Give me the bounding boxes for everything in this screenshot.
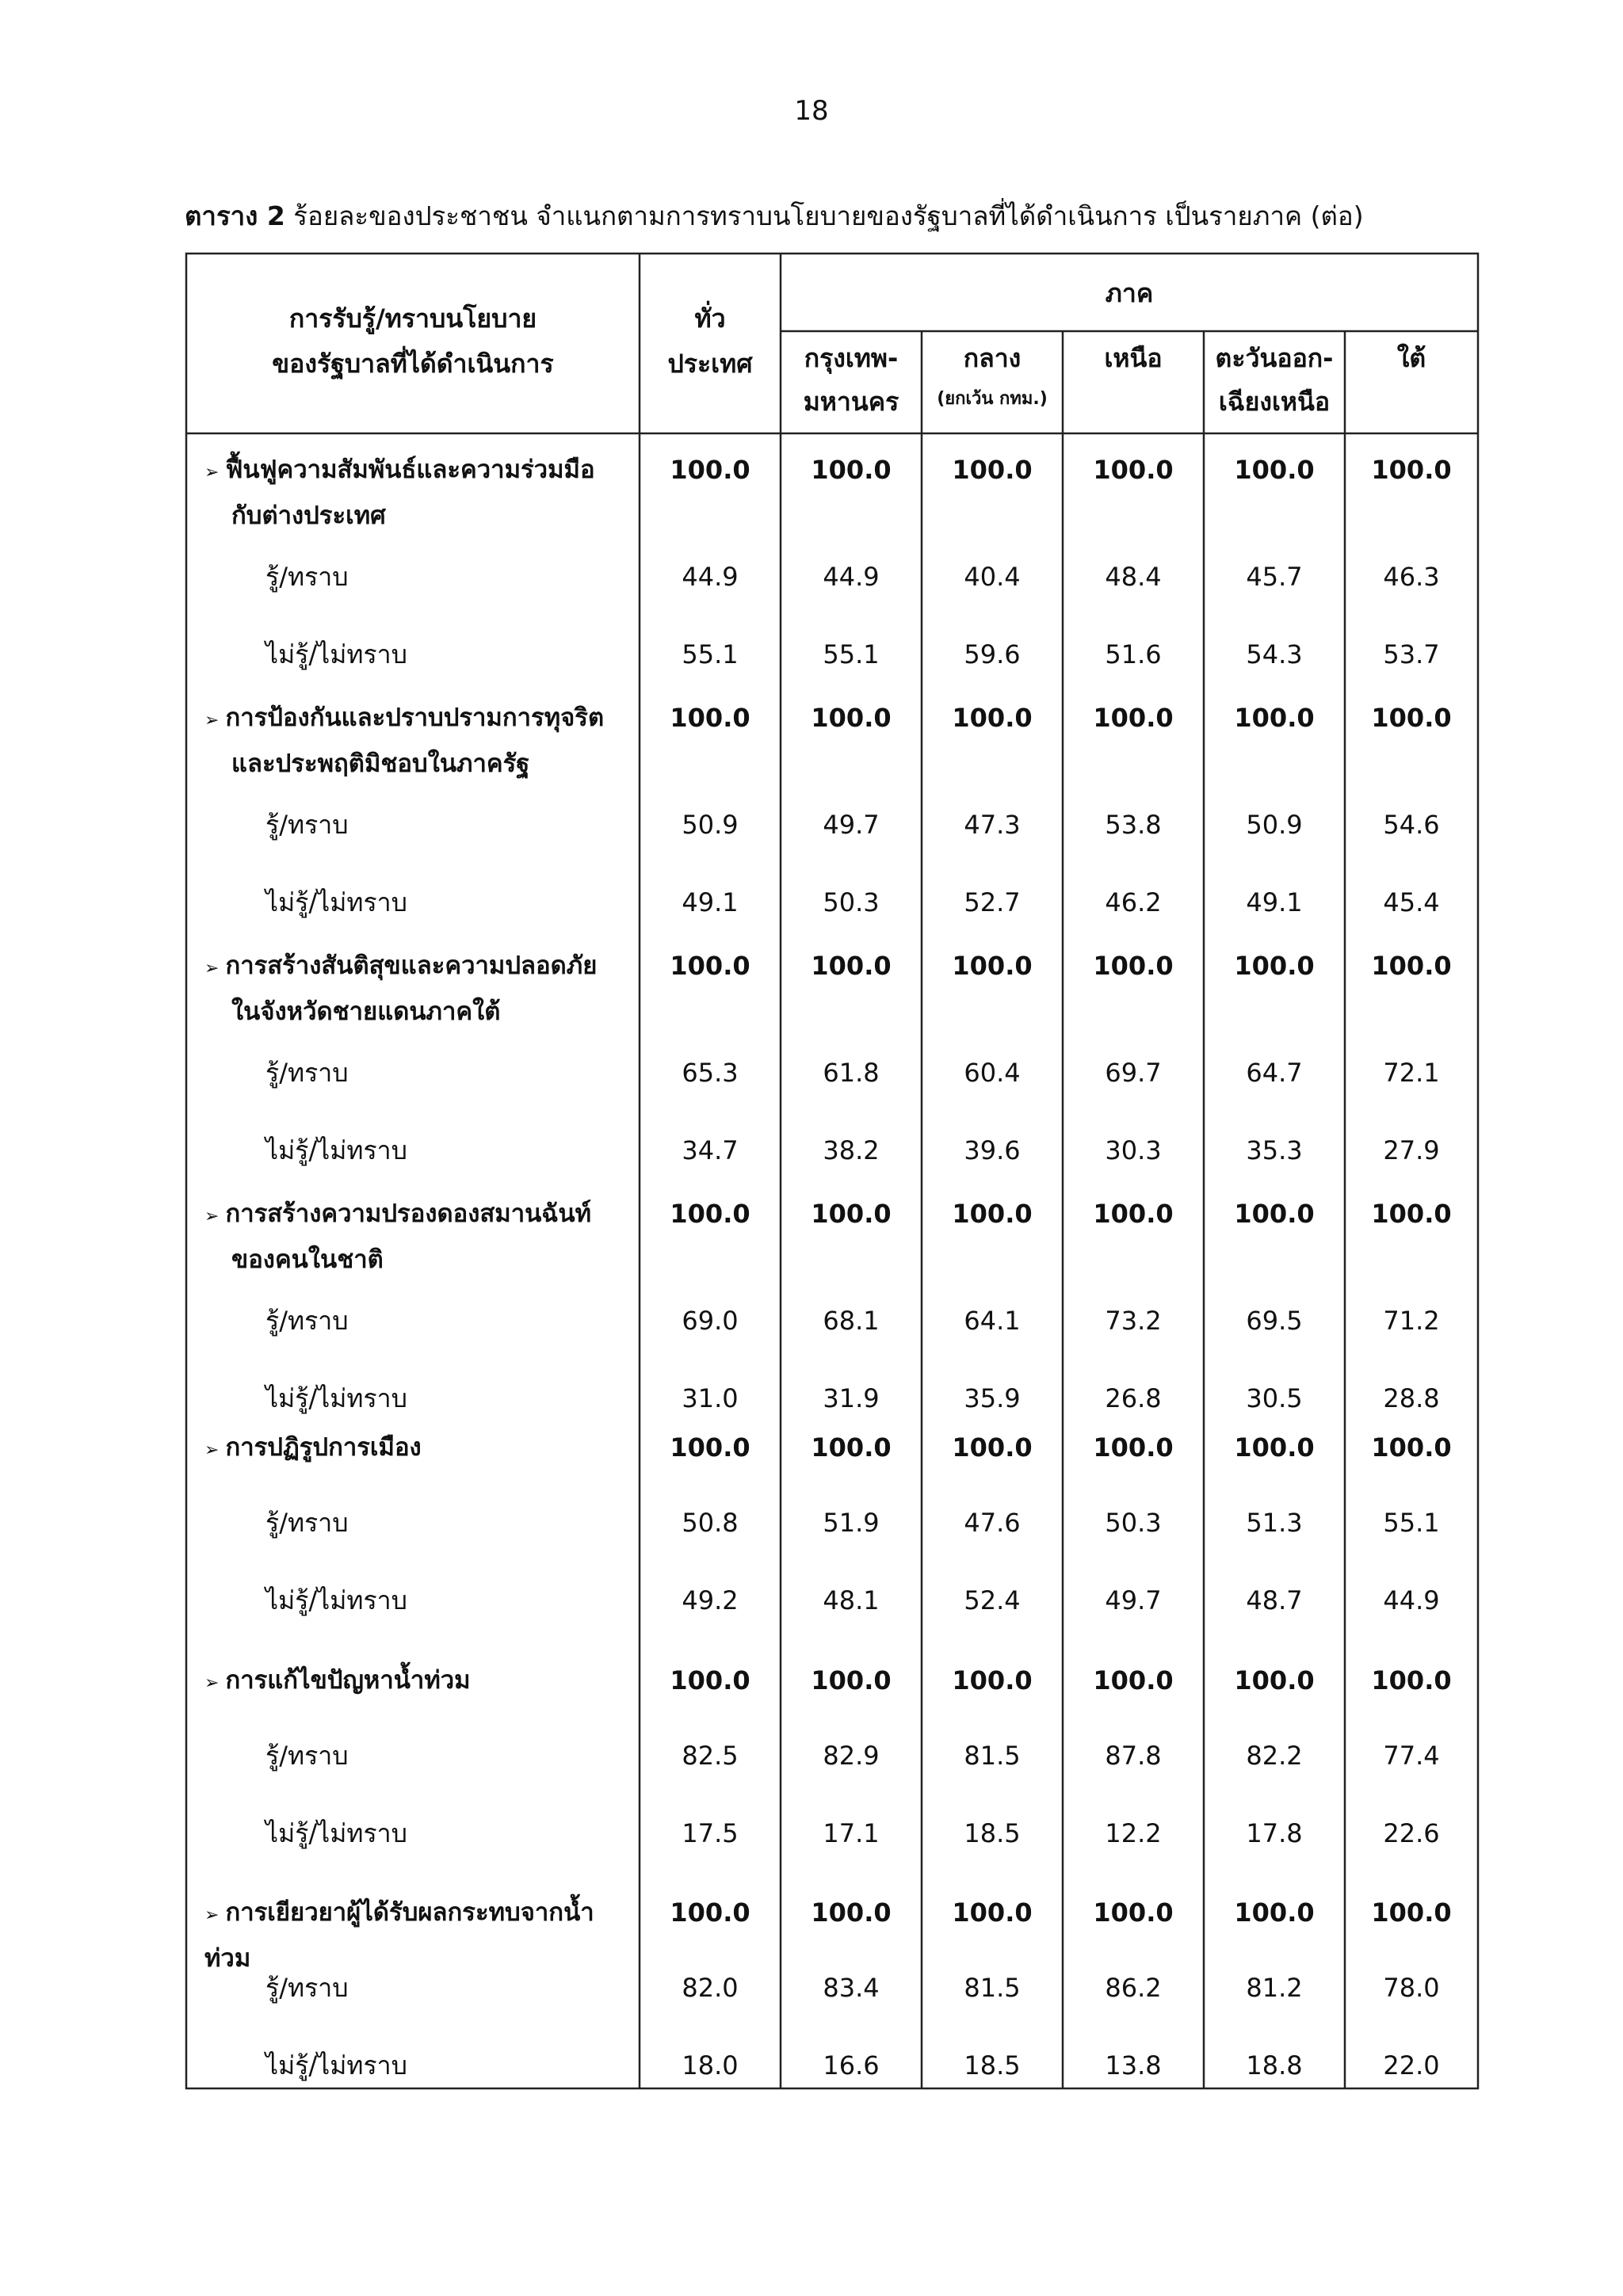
category-line: การสร้างความปรองดองสมานฉันท์ (225, 1199, 592, 1228)
aware-cell: 49.7 (823, 810, 880, 840)
aware-cell: 47.6 (964, 1508, 1021, 1538)
unaware-cell: 30.3 (1105, 1135, 1162, 1165)
arrow-bullet-icon: ➢ (204, 1440, 220, 1460)
arrow-bullet-icon: ➢ (204, 463, 220, 482)
unaware-label: ไม่รู้/ไม่ทราบ (265, 1585, 407, 1615)
header-region: ภาค (1105, 278, 1154, 308)
unaware-cell: 26.8 (1105, 1383, 1162, 1413)
aware-cell: 81.5 (964, 1973, 1021, 2003)
category-label (204, 1891, 632, 1980)
total-cell: 100.0 (811, 703, 892, 733)
aware-cell: 61.8 (823, 1058, 880, 1088)
unaware-label: ไม่รู้/ไม่ทราบ (265, 1818, 407, 1848)
aware-cell: 65.3 (682, 1058, 739, 1088)
arrow-bullet-icon: ➢ (204, 1207, 220, 1226)
unaware-cell: 53.7 (1383, 639, 1440, 669)
category-label (204, 944, 632, 1033)
total-cell: 100.0 (1234, 703, 1315, 733)
aware-cell: 69.5 (1246, 1306, 1303, 1336)
unaware-label: ไม่รู้/ไม่ทราบ (265, 887, 407, 917)
category-line: การป้องกันและปราบปรามการทุจริต (225, 704, 605, 732)
total-cell: 100.0 (1371, 1199, 1452, 1229)
total-cell: 100.0 (1234, 1199, 1315, 1229)
unaware-cell: 45.4 (1383, 887, 1440, 917)
total-cell: 100.0 (1234, 1665, 1315, 1695)
total-cell: 100.0 (1371, 1665, 1452, 1695)
total-cell: 100.0 (670, 1897, 750, 1928)
unaware-cell: 16.6 (823, 2050, 880, 2081)
total-cell: 100.0 (1093, 1665, 1174, 1695)
category-line: การปฏิรูปการเมือง (225, 1433, 422, 1462)
page-number: 18 (794, 95, 829, 127)
unaware-cell: 38.2 (823, 1135, 880, 1165)
aware-cell: 50.3 (1105, 1508, 1162, 1538)
aware-label: รู้/ทราบ (265, 562, 349, 592)
total-cell: 100.0 (1234, 1432, 1315, 1463)
header-item-line2: ของรัฐบาลที่ได้ดำเนินการ (272, 349, 554, 379)
aware-cell: 82.0 (682, 1973, 739, 2003)
arrow-bullet-icon: ➢ (204, 1673, 220, 1693)
aware-cell: 81.5 (964, 1741, 1021, 1771)
total-cell: 100.0 (670, 951, 750, 981)
unaware-cell: 18.5 (964, 2050, 1021, 2081)
aware-cell: 60.4 (964, 1058, 1021, 1088)
total-cell: 100.0 (952, 703, 1033, 733)
unaware-label: ไม่รู้/ไม่ทราบ (265, 639, 407, 669)
category-line: ของคนในชาติ (231, 1245, 384, 1274)
total-cell: 100.0 (1371, 455, 1452, 485)
total-cell: 100.0 (1371, 703, 1452, 733)
category-line: กับต่างประเทศ (231, 502, 386, 530)
total-cell: 100.0 (811, 1432, 892, 1463)
total-cell: 100.0 (670, 1199, 750, 1229)
unaware-cell: 52.4 (964, 1585, 1021, 1615)
unaware-cell: 13.8 (1105, 2050, 1162, 2081)
unaware-cell: 18.0 (682, 2050, 739, 2081)
unaware-cell: 55.1 (682, 639, 739, 669)
aware-cell: 44.9 (823, 562, 880, 592)
aware-cell: 83.4 (823, 1973, 880, 2003)
total-cell: 100.0 (952, 455, 1033, 485)
unaware-cell: 31.9 (823, 1383, 880, 1413)
aware-cell: 44.9 (682, 562, 739, 592)
total-cell: 100.0 (1093, 1432, 1174, 1463)
unaware-cell: 17.8 (1246, 1818, 1303, 1848)
total-cell: 100.0 (1093, 703, 1174, 733)
unaware-cell: 17.1 (823, 1818, 880, 1848)
aware-cell: 73.2 (1105, 1306, 1162, 1336)
category-line: ฟื้นฟูความสัมพันธ์และความร่วมมือ (225, 456, 595, 484)
arrow-bullet-icon: ➢ (204, 959, 220, 978)
aware-cell: 48.4 (1105, 562, 1162, 592)
header-item-line1: การรับรู้/ทราบนโยบาย (288, 303, 537, 334)
aware-cell: 77.4 (1383, 1741, 1440, 1771)
unaware-cell: 22.6 (1383, 1818, 1440, 1848)
category-label (204, 696, 632, 785)
unaware-cell: 49.7 (1105, 1585, 1162, 1615)
aware-cell: 71.2 (1383, 1306, 1440, 1336)
total-cell: 100.0 (811, 1665, 892, 1695)
unaware-cell: 34.7 (682, 1135, 739, 1165)
unaware-cell: 54.3 (1246, 639, 1303, 669)
aware-label: รู้/ทราบ (265, 810, 349, 840)
total-cell: 100.0 (670, 1665, 750, 1695)
aware-cell: 47.3 (964, 810, 1021, 840)
unaware-cell: 31.0 (682, 1383, 739, 1413)
total-cell: 100.0 (952, 1897, 1033, 1928)
unaware-cell: 49.1 (1246, 887, 1303, 917)
category-label (204, 448, 632, 537)
total-cell: 100.0 (670, 455, 750, 485)
arrow-bullet-icon: ➢ (204, 711, 220, 730)
caption-label: ตาราง 2 (185, 200, 285, 231)
total-cell: 100.0 (1093, 1897, 1174, 1928)
aware-cell: 40.4 (964, 562, 1021, 592)
total-cell: 100.0 (1371, 1897, 1452, 1928)
total-cell: 100.0 (811, 951, 892, 981)
aware-label: รู้/ทราบ (265, 1973, 349, 2003)
unaware-cell: 55.1 (823, 639, 880, 669)
aware-cell: 54.6 (1383, 810, 1440, 840)
total-cell: 100.0 (952, 1665, 1033, 1695)
header-ne-line1: ตะวันออก- (1215, 343, 1334, 373)
unaware-cell: 35.9 (964, 1383, 1021, 1413)
aware-label: รู้/ทราบ (265, 1741, 349, 1771)
unaware-cell: 59.6 (964, 639, 1021, 669)
unaware-label: ไม่รู้/ไม่ทราบ (265, 1135, 407, 1165)
aware-cell: 87.8 (1105, 1741, 1162, 1771)
unaware-cell: 27.9 (1383, 1135, 1440, 1165)
header-bkk-line1: กรุงเทพ- (804, 343, 899, 373)
unaware-cell: 48.7 (1246, 1585, 1303, 1615)
category-line: และประพฤติมิชอบในภาครัฐ (231, 749, 530, 778)
aware-cell: 50.9 (1246, 810, 1303, 840)
category-label (204, 1192, 632, 1281)
total-cell: 100.0 (952, 951, 1033, 981)
total-cell: 100.0 (811, 1199, 892, 1229)
total-cell: 100.0 (1371, 1432, 1452, 1463)
unaware-cell: 35.3 (1246, 1135, 1303, 1165)
unaware-label: ไม่รู้/ไม่ทราบ (265, 1383, 407, 1413)
aware-cell: 78.0 (1383, 1973, 1440, 2003)
aware-cell: 50.9 (682, 810, 739, 840)
unaware-cell: 52.7 (964, 887, 1021, 917)
unaware-cell: 30.5 (1246, 1383, 1303, 1413)
aware-cell: 81.2 (1246, 1973, 1303, 2003)
unaware-cell: 18.5 (964, 1818, 1021, 1848)
category-label (204, 1659, 632, 1705)
caption-text: ร้อยละของประชาชน จำแนกตามการทราบนโยบายของรัฐบาลที่ได้ดำเนินการ เป็นรายภาค (ต่อ) (293, 200, 1364, 231)
aware-cell: 50.8 (682, 1508, 739, 1538)
total-cell: 100.0 (952, 1199, 1033, 1229)
unaware-cell: 28.8 (1383, 1383, 1440, 1413)
unaware-cell: 18.8 (1246, 2050, 1303, 2081)
unaware-cell: 44.9 (1383, 1585, 1440, 1615)
category-label (204, 1426, 632, 1472)
header-north: เหนือ (1104, 343, 1163, 373)
aware-cell: 64.7 (1246, 1058, 1303, 1088)
total-cell: 100.0 (670, 1432, 750, 1463)
unaware-cell: 50.3 (823, 887, 880, 917)
unaware-cell: 12.2 (1105, 1818, 1162, 1848)
header-bkk-line2: มหานคร (803, 387, 899, 417)
aware-cell: 82.5 (682, 1741, 739, 1771)
aware-cell: 55.1 (1383, 1508, 1440, 1538)
aware-label: รู้/ทราบ (265, 1306, 349, 1336)
header-ne-line2: เฉียงเหนือ (1218, 387, 1331, 417)
aware-cell: 69.0 (682, 1306, 739, 1336)
total-cell: 100.0 (1234, 951, 1315, 981)
aware-label: รู้/ทราบ (265, 1508, 349, 1538)
aware-cell: 51.3 (1246, 1508, 1303, 1538)
unaware-cell: 22.0 (1383, 2050, 1440, 2081)
unaware-cell: 49.1 (682, 887, 739, 917)
header-total-line2: ประเทศ (667, 349, 753, 379)
header-central-note: (ยกเว้น กทม.) (937, 389, 1048, 409)
header-total-line1: ทั่ว (694, 303, 726, 334)
header-central: กลาง (963, 343, 1022, 373)
total-cell: 100.0 (1093, 455, 1174, 485)
category-line: การเยียวยาผู้ได้รับผลกระทบจากน้ำท่วม (204, 1898, 594, 1973)
aware-cell: 64.1 (964, 1306, 1021, 1336)
total-cell: 100.0 (952, 1432, 1033, 1463)
total-cell: 100.0 (1234, 1897, 1315, 1928)
aware-cell: 82.2 (1246, 1741, 1303, 1771)
aware-cell: 45.7 (1246, 562, 1303, 592)
total-cell: 100.0 (670, 703, 750, 733)
total-cell: 100.0 (1093, 1199, 1174, 1229)
aware-cell: 72.1 (1383, 1058, 1440, 1088)
aware-cell: 46.3 (1383, 562, 1440, 592)
aware-cell: 86.2 (1105, 1973, 1162, 2003)
aware-cell: 53.8 (1105, 810, 1162, 840)
category-line: ในจังหวัดชายแดนภาคใต้ (231, 997, 501, 1026)
category-line: การสร้างสันติสุขและความปลอดภัย (225, 952, 598, 980)
unaware-cell: 48.1 (823, 1585, 880, 1615)
total-cell: 100.0 (811, 1897, 892, 1928)
aware-cell: 68.1 (823, 1306, 880, 1336)
aware-cell: 82.9 (823, 1741, 880, 1771)
total-cell: 100.0 (1093, 951, 1174, 981)
total-cell: 100.0 (1234, 455, 1315, 485)
unaware-label: ไม่รู้/ไม่ทราบ (265, 2050, 407, 2081)
unaware-cell: 39.6 (964, 1135, 1021, 1165)
total-cell: 100.0 (811, 455, 892, 485)
unaware-cell: 46.2 (1105, 887, 1162, 917)
aware-cell: 69.7 (1105, 1058, 1162, 1088)
category-line: การแก้ไขปัญหาน้ำท่วม (225, 1666, 471, 1695)
unaware-cell: 51.6 (1105, 639, 1162, 669)
aware-cell: 51.9 (823, 1508, 880, 1538)
header-south: ใต้ (1396, 343, 1426, 373)
aware-label: รู้/ทราบ (265, 1058, 349, 1088)
total-cell: 100.0 (1371, 951, 1452, 981)
unaware-cell: 49.2 (682, 1585, 739, 1615)
arrow-bullet-icon: ➢ (204, 1905, 220, 1925)
unaware-cell: 17.5 (682, 1818, 739, 1848)
